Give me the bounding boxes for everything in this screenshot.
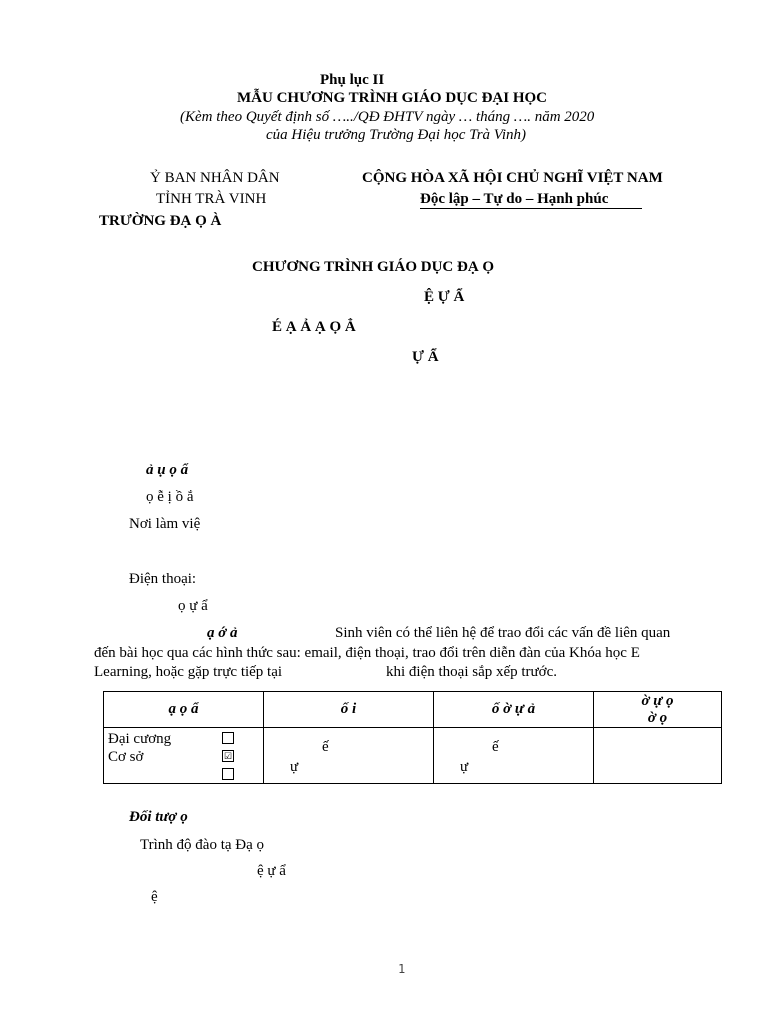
option-foundation-label: Cơ sở [108,749,144,765]
appendix-title: Phụ lục II [320,72,385,88]
credits-line-2: ự [290,759,299,775]
contact-method-text-1: Sinh viên có thể liên hệ để trao đổi các vấn đề liên quan [335,625,671,641]
table-header-course-type: ạ ọ ẩ [104,692,264,728]
org-province: TỈNH TRÀ VINH [156,191,267,207]
nation-title: CỘNG HÒA XÃ HỘI CHỦ NGHĨ VIỆT NAM [362,170,663,186]
credits-line-1: ế [322,739,329,755]
table-header-self-study [594,692,722,728]
org-university: TRƯỜNG ĐẠ Ọ À [99,213,222,229]
contact-method-text-3b: khi điện thoại sắp xếp trước. [386,664,558,680]
table-header-row [104,692,722,728]
course-info-table [103,691,722,784]
self-study-cell [594,728,722,784]
contact-method-text-3a: Learning, hoặc gặp trực tiếp tại [94,664,283,680]
program-line-4: Ự Ẩ [412,349,439,365]
decision-line-2: của Hiệu trưởng Trường Đại học Trà Vinh) [266,127,527,143]
credits-cell [264,728,434,784]
contact-method-label: ạ ớ ả [207,625,238,641]
practice-line-2: ự [460,759,469,775]
practice-hours-cell [434,728,594,784]
lecturer-label: ả ụ ọ ẩ [146,462,189,478]
option-general-label: Đại cương [108,731,172,747]
contact-method-text-2: đến bài học qua các hình thức sau: email, điện thoại, trao đổi trên diễn đàn của Khóa học E [94,645,640,661]
checkbox-general[interactable] [222,732,234,744]
page-number: 1 [398,962,406,976]
practice-line-1: ế [492,739,499,755]
table-header-self-study-line-2: ờ ọ [647,709,668,726]
template-title: MẪU CHƯƠNG TRÌNH GIÁO DỤC ĐẠI HỌC [237,90,548,106]
checkbox-foundation[interactable]: ☑ [223,751,233,761]
email-line: ọ ự ẩ [178,598,208,614]
training-level-line: Trình độ đào tạ Đạ ọ [140,837,265,853]
table-header-self-study-line-1: ờ ự ọ [641,692,674,709]
target-line-3: ệ [151,889,158,905]
table-row [104,728,722,784]
target-line-2: ệ ự ẩ [257,863,286,879]
table-header-credits: ố i [264,692,434,728]
program-title: CHƯƠNG TRÌNH GIÁO DỤC ĐẠ Ọ [252,259,495,275]
phone-label: Điện thoại: [129,571,197,587]
program-line-2: Ệ Ự Ẩ [424,289,465,305]
table-header-practice-hours: ố ờ ự ả [434,692,594,728]
workplace-label: Nơi làm việ [129,516,201,532]
target-label: Đối tượ ọ [129,809,188,825]
lecturer-name-line: ọ ễ ị ồ ắ [146,489,194,505]
program-line-3: É Ạ Ả Ạ Ọ Ẳ [272,319,356,335]
checkbox-third[interactable] [222,768,234,780]
nation-motto: Độc lập – Tự do – Hạnh phúc [420,190,642,209]
org-committee: Ỷ BAN NHÂN DÂN [150,170,280,186]
course-type-cell [104,728,264,784]
decision-line-1: (Kèm theo Quyết định số …../QĐ ĐHTV ngày … tháng …. năm 2020 [180,109,595,125]
